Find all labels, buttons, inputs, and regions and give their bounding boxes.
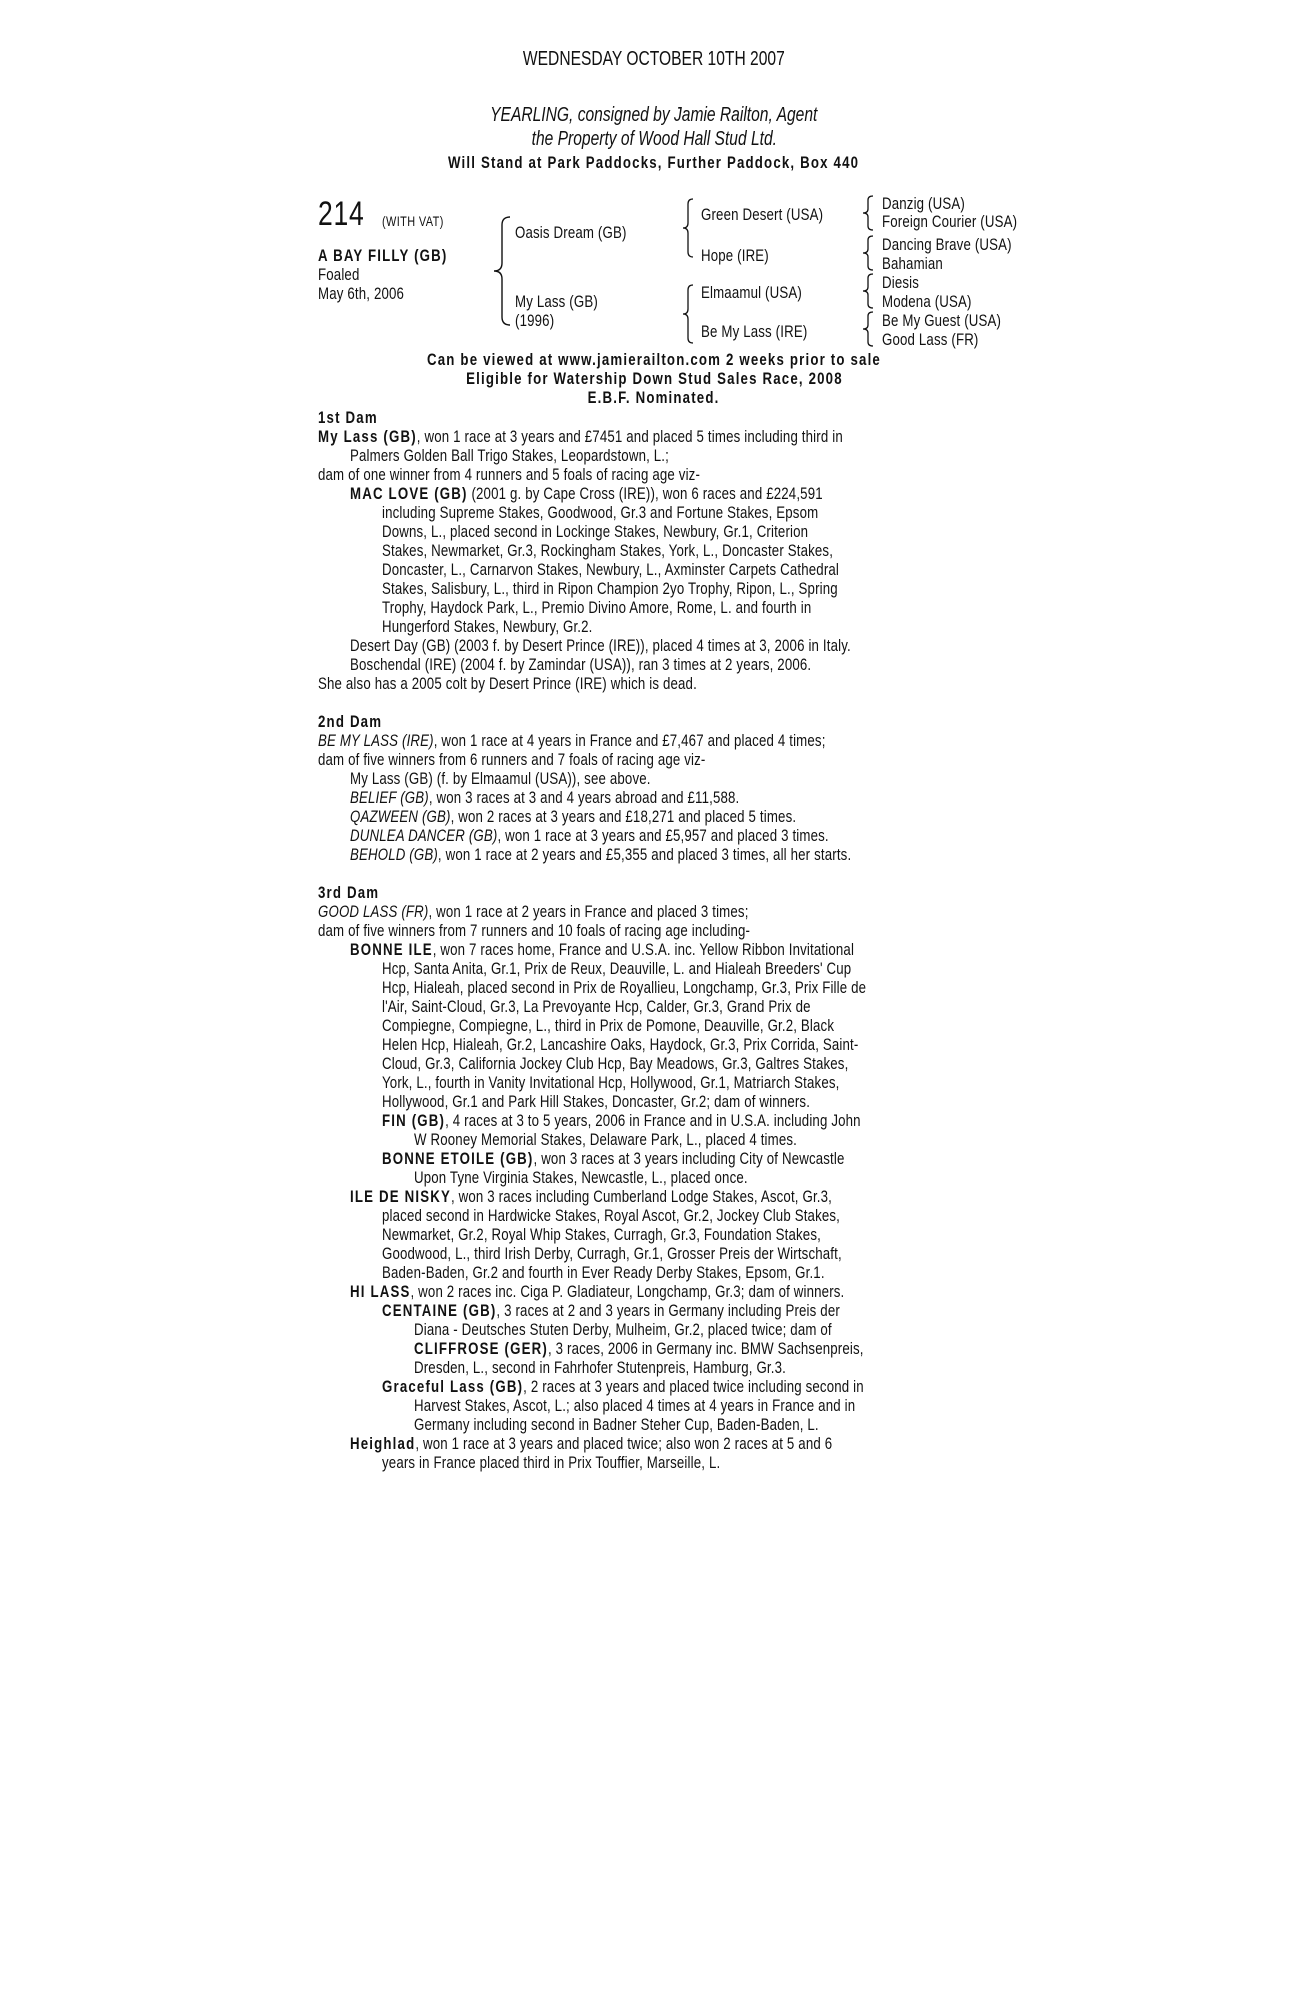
bonne-etoile-line-1: BONNE ETOILE (GB), won 3 races at 3 years including City of Newcastle — [382, 1149, 845, 1168]
fin-line-2: W Rooney Memorial Stakes, Delaware Park, L., placed 4 times. — [414, 1130, 798, 1149]
pedigree-sire: Oasis Dream (GB) — [515, 223, 627, 242]
bonne-ile-line-5: Compiegne, Compiegne, L., third in Prix de Pomone, Deauville, Gr.2, Black — [382, 1016, 835, 1035]
bonne-ile-line-1: BONNE ILE, won 7 races home, France and U.S.A. inc. Yellow Ribbon Invitational — [350, 940, 855, 959]
pedigree-ssd: Foreign Courier (USA) — [882, 212, 1018, 231]
mac-love-line-1: MAC LOVE (GB) (2001 g. by Cape Cross (IRE)), won 6 races and £224,591 — [350, 484, 823, 503]
desert-day-line: Desert Day (GB) (2003 f. by Desert Prince (IRE)), placed 4 times at 3, 2006 in Italy. — [350, 636, 851, 655]
first-dam-line: My Lass (GB), won 1 race at 3 years and £7451 and placed 5 times including third in — [318, 427, 843, 446]
third-dam-heading: 3rd Dam — [318, 883, 380, 902]
eligibility-note: Eligible for Watership Down Stud Sales Race, 2008 — [465, 369, 843, 388]
ile-de-nisky-line-3: Newmarket, Gr.2, Royal Whip Stakes, Curragh, Gr.3, Foundation Stakes, — [382, 1225, 821, 1244]
pedigree-dam-dam: Be My Lass (IRE) — [701, 322, 808, 341]
second-dam-produce: dam of five winners from 6 runners and 7 foals of racing age viz- — [318, 750, 706, 769]
bonne-ile-line-7: Cloud, Gr.3, California Jockey Club Hcp, Bay Meadows, Gr.3, Galtres Stakes, — [382, 1054, 849, 1073]
mac-love-line-7: Trophy, Haydock Park, L., Premio Divino Amore, Rome, L. and fourth in — [382, 598, 812, 617]
bonne-ile-line-3: Hcp, Hialeah, placed second in Prix de Royallieu, Longchamp, Gr.3, Prix Fille de — [382, 978, 867, 997]
pedigree-brace-dd — [860, 310, 876, 348]
qazween-line: QAZWEEN (GB), won 2 races at 3 years and £18,271 and placed 5 times. — [350, 807, 797, 826]
pedigree-sdd: Bahamian — [882, 254, 943, 273]
first-dam-heading: 1st Dam — [318, 408, 378, 427]
mac-love-line-2: including Supreme Stakes, Goodwood, Gr.3 and Fortune Stakes, Epsom — [382, 503, 819, 522]
centaine-line-1: CENTAINE (GB), 3 races at 2 and 3 years in Germany including Preis der — [382, 1301, 840, 1320]
pedigree-brace-ds — [860, 272, 876, 310]
mac-love-line-8: Hungerford Stakes, Newbury, Gr.2. — [382, 617, 593, 636]
ile-de-nisky-line-1: ILE DE NISKY, won 3 races including Cumberland Lodge Stakes, Ascot, Gr.3, — [350, 1187, 832, 1206]
vat-note: (WITH VAT) — [382, 213, 444, 229]
pedigree-brace-dam — [680, 282, 696, 346]
graceful-lass-line-2: Harvest Stakes, Ascot, L.; also placed 4 times at 4 years in France and in — [414, 1396, 856, 1415]
pedigree-brace-sire — [680, 196, 696, 260]
bonne-ile-line-8: York, L., fourth in Vanity Invitational Hcp, Hollywood, Gr.1, Matriarch Stakes, — [382, 1073, 840, 1092]
dunlea-dancer-line: DUNLEA DANCER (GB), won 1 race at 3 years and £5,957 and placed 3 times. — [350, 826, 829, 845]
lot-number: 214 — [318, 195, 365, 233]
belief-line: BELIEF (GB), won 3 races at 3 and 4 years abroad and £11,588. — [350, 788, 740, 807]
graceful-lass-line-1: Graceful Lass (GB), 2 races at 3 years and placed twice including second in — [382, 1377, 864, 1396]
property-line: the Property of Wood Hall Stud Ltd. — [531, 128, 777, 150]
graceful-lass-line-3: Germany including second in Badner Steher Cup, Baden-Baden, L. — [414, 1415, 819, 1434]
pedigree-sss: Danzig (USA) — [882, 194, 965, 213]
pedigree-dds: Be My Guest (USA) — [882, 311, 1002, 330]
pedigree-brace-main — [490, 215, 514, 327]
pedigree-dss: Diesis — [882, 273, 920, 292]
bonne-etoile-line-2: Upon Tyne Virginia Stakes, Newcastle, L., placed once. — [414, 1168, 748, 1187]
my-lass-line: My Lass (GB) (f. by Elmaamul (USA)), see above. — [350, 769, 651, 788]
first-dam-also: She also has a 2005 colt by Desert Prince (IRE) which is dead. — [318, 674, 697, 693]
heighlad-line-2: years in France placed third in Prix Touffier, Marseille, L. — [382, 1453, 721, 1472]
pedigree-dam: My Lass (GB) — [515, 292, 598, 311]
hi-lass-line: HI LASS, won 2 races inc. Ciga P. Gladiateur, Longchamp, Gr.3; dam of winners. — [350, 1282, 845, 1301]
centaine-line-2: Diana - Deutsches Stuten Derby, Mulheim, Gr.2, placed twice; dam of — [414, 1320, 832, 1339]
pedigree-brace-ss — [860, 194, 876, 232]
bonne-ile-line-6: Helen Hcp, Hialeah, Gr.2, Lancashire Oaks, Haydock, Gr.3, Prix Corrida, Saint- — [382, 1035, 859, 1054]
pedigree-sire-dam: Hope (IRE) — [701, 246, 769, 265]
pedigree-dsd: Modena (USA) — [882, 292, 972, 311]
viewing-note: Can be viewed at www.jamierailton.com 2 weeks prior to sale — [427, 350, 881, 369]
fin-line-1: FIN (GB), 4 races at 3 to 5 years, 2006 in France and in U.S.A. including John — [382, 1111, 861, 1130]
third-dam-produce: dam of five winners from 7 runners and 10 foals of racing age including- — [318, 921, 751, 940]
sale-date: WEDNESDAY OCTOBER 10TH 2007 — [523, 48, 785, 70]
behold-line: BEHOLD (GB), won 1 race at 2 years and £5,355 and placed 3 times, all her starts. — [350, 845, 852, 864]
pedigree-sds: Dancing Brave (USA) — [882, 235, 1012, 254]
third-dam-line: GOOD LASS (FR), won 1 race at 2 years in France and placed 3 times; — [318, 902, 749, 921]
mac-love-line-5: Doncaster, L., Carnarvon Stakes, Newbury, L., Axminster Carpets Cathedral — [382, 560, 840, 579]
pedigree-brace-sd — [860, 234, 876, 272]
ile-de-nisky-line-4: Goodwood, L., third Irish Derby, Curragh, Gr.1, Grosser Preis der Wirtschaft, — [382, 1244, 842, 1263]
ile-de-nisky-line-5: Baden-Baden, Gr.2 and fourth in Ever Ready Derby Stakes, Epsom, Gr.1. — [382, 1263, 825, 1282]
mac-love-line-6: Stakes, Salisbury, L., third in Ripon Champion 2yo Trophy, Ripon, L., Spring — [382, 579, 838, 598]
ebf-note: E.B.F. Nominated. — [588, 388, 720, 407]
first-dam-line-2: Palmers Golden Ball Trigo Stakes, Leopardstown, L.; — [350, 446, 669, 465]
cliffrose-line-1: CLIFFROSE (GER), 3 races, 2006 in Germany inc. BMW Sachsenpreis, — [414, 1339, 864, 1358]
mac-love-line-4: Stakes, Newmarket, Gr.3, Rockingham Stakes, York, L., Doncaster Stakes, — [382, 541, 834, 560]
stand-line: Will Stand at Park Paddocks, Further Paddock, Box 440 — [448, 153, 860, 172]
bonne-ile-line-4: l'Air, Saint-Cloud, Gr.3, La Prevoyante Hcp, Calder, Gr.3, Grand Prix de — [382, 997, 811, 1016]
second-dam-line: BE MY LASS (IRE), won 1 race at 4 years in France and £7,467 and placed 4 times; — [318, 731, 826, 750]
bonne-ile-line-2: Hcp, Santa Anita, Gr.1, Prix de Reux, Deauville, L. and Hialeah Breeders' Cup — [382, 959, 852, 978]
pedigree-dam-year: (1996) — [515, 311, 555, 330]
pedigree-ddd: Good Lass (FR) — [882, 330, 979, 349]
boschendal-line: Boschendal (IRE) (2004 f. by Zamindar (USA)), ran 3 times at 2 years, 2006. — [350, 655, 812, 674]
lot-description: A BAY FILLY (GB) — [318, 246, 448, 265]
pedigree-dam-sire: Elmaamul (USA) — [701, 283, 802, 302]
second-dam-heading: 2nd Dam — [318, 712, 383, 731]
foaled-date: May 6th, 2006 — [318, 284, 405, 303]
mac-love-line-3: Downs, L., placed second in Lockinge Stakes, Newbury, Gr.1, Criterion — [382, 522, 809, 541]
ile-de-nisky-line-2: placed second in Hardwicke Stakes, Royal Ascot, Gr.2, Jockey Club Stakes, — [382, 1206, 841, 1225]
cliffrose-line-2: Dresden, L., second in Fahrhofer Stutenpreis, Hamburg, Gr.3. — [414, 1358, 786, 1377]
pedigree-sire-sire: Green Desert (USA) — [701, 205, 824, 224]
first-dam-produce: dam of one winner from 4 runners and 5 foals of racing age viz- — [318, 465, 701, 484]
bonne-ile-line-9: Hollywood, Gr.1 and Park Hill Stakes, Doncaster, Gr.2; dam of winners. — [382, 1092, 811, 1111]
consignor-line: YEARLING, consigned by Jamie Railton, Agent — [490, 104, 818, 126]
heighlad-line-1: Heighlad, won 1 race at 3 years and placed twice; also won 2 races at 5 and 6 — [350, 1434, 833, 1453]
foaled-label: Foaled — [318, 265, 360, 284]
